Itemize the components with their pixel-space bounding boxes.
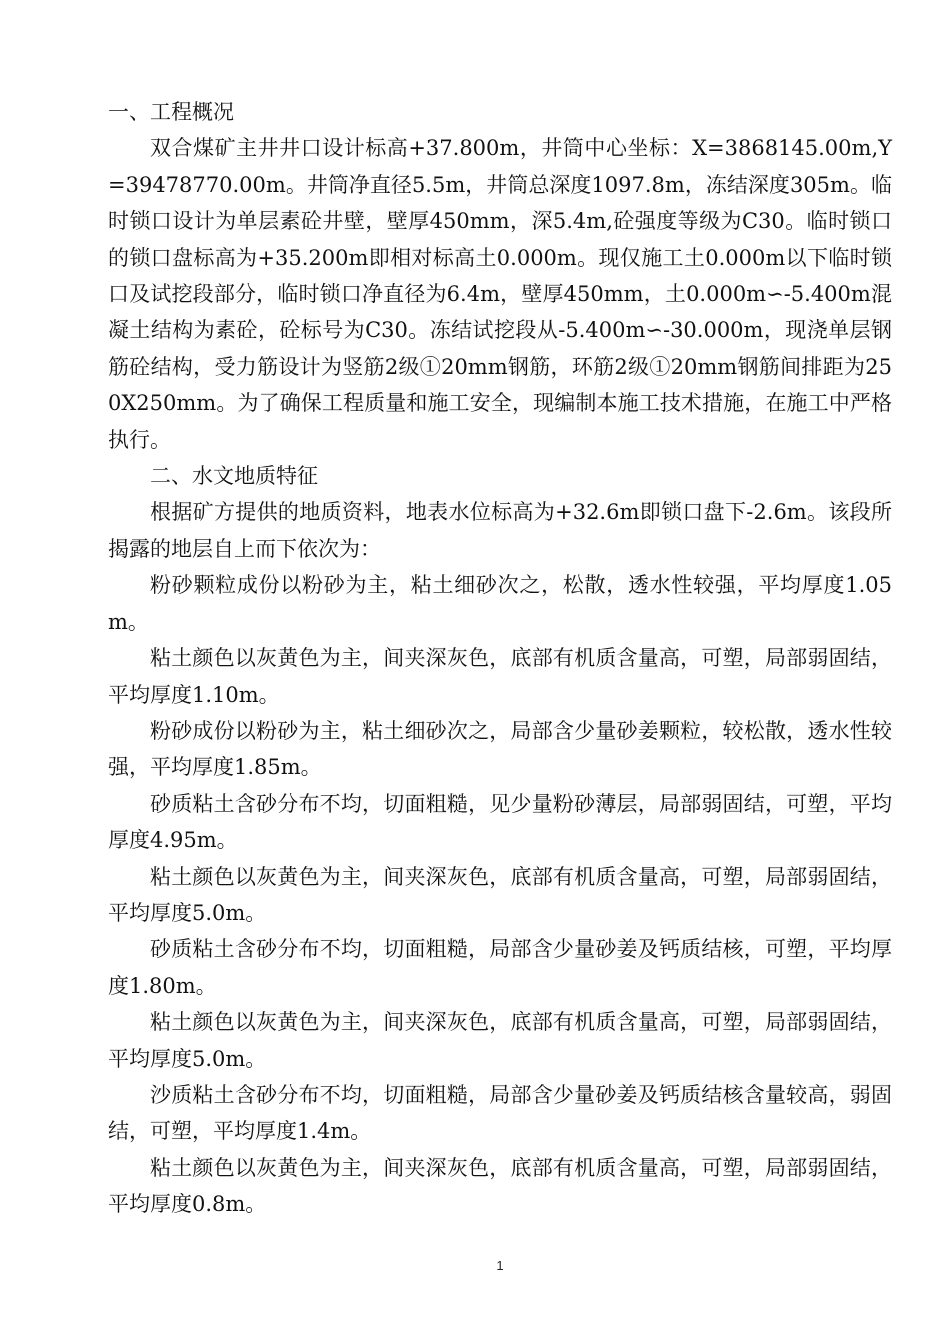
paragraph-layer-sandy-clay-3: 沙质粘土含砂分布不均，切面粗糙，局部含少量砂姜及钙质结核含量较高，弱固结，可塑，平均厚度1.4m。 xyxy=(108,1082,892,1144)
page-number: 1 xyxy=(496,1258,504,1273)
paragraph-layer-clay-2: 粘土颜色以灰黄色为主，间夹深灰色，底部有机质含量高，可塑，局部弱固结，平均厚度5.0m。 xyxy=(108,864,892,925)
paragraph-layer-clay-4: 粘土颜色以灰黄色为主，间夹深灰色，底部有机质含量高，可塑，局部弱固结，平均厚度0.8m。 xyxy=(108,1155,892,1217)
section-hydrogeology xyxy=(108,458,892,1223)
section-overview xyxy=(108,94,892,458)
section-heading-hydrogeology: 二、水文地质特征 xyxy=(150,464,318,489)
paragraph-layer-sandy-clay-2: 砂质粘土含砂分布不均，切面粗糙，局部含少量砂姜及钙质结核，可塑，平均厚度1.80m。 xyxy=(108,937,892,998)
paragraph-layer-silt-2: 粉砂成份以粉砂为主，粘土细砂次之，局部含少量砂姜颗粒，较松散，透水性较强，平均厚度1.85m。 xyxy=(108,718,892,780)
paragraph-geology-intro: 根据矿方提供的地质资料，地表水位标高为+32.6m即锁口盘下-2.6m。该段所揭露的地层自上而下依次为： xyxy=(108,500,892,561)
paragraph-layer-clay-3: 粘土颜色以灰黄色为主，间夹深灰色，底部有机质含量高，可塑，局部弱固结，平均厚度5.0m。 xyxy=(108,1010,892,1071)
document-page xyxy=(108,94,892,1223)
paragraph-layer-clay-1: 粘土颜色以灰黄色为主，间夹深灰色，底部有机质含量高，可塑，局部弱固结，平均厚度1.10m。 xyxy=(108,646,892,707)
paragraph-layer-sandy-clay-1: 砂质粘土含砂分布不均，切面粗糙，见少量粉砂薄层，局部弱固结，可塑，平均厚度4.95m。 xyxy=(108,791,892,853)
paragraph-layer-silt-1: 粉砂颗粒成份以粉砂为主，粘土细砂次之，松散，透水性较强，平均厚度1.05m。 xyxy=(108,573,892,634)
section-heading-overview: 一、工程概况 xyxy=(108,100,234,124)
paragraph-overview-body: 双合煤矿主井井口设计标高+37.800m，井筒中心坐标：X=3868145.00m,Y=39478770.00m。井筒净直径5.5m，井筒总深度1097.8m，冻结深度305m。临时锁口设计为单层素砼井壁，壁厚450mm，深5.4m,砼强度等级为C30。临时锁口的锁口盘标高为+35.200m即相对标高土0.000m。现仅施工土0.000m以下临时锁口及试挖段部分，临时锁口净直径为6.4m，壁厚450mm，土0.000m∽-5.400m混凝土结构为素砼，砼标号为C30。冻结试挖段从-5.400m∽-30.000m，现浇单层钢筋砼结构，受力筋设计为竖筋2级①20mm钢筋，环筋2级①20mm钢筋间排距为250X250mm。为了确保工程质量和施工安全，现编制本施工技术措施，在施工中严格执行。 xyxy=(108,136,892,452)
